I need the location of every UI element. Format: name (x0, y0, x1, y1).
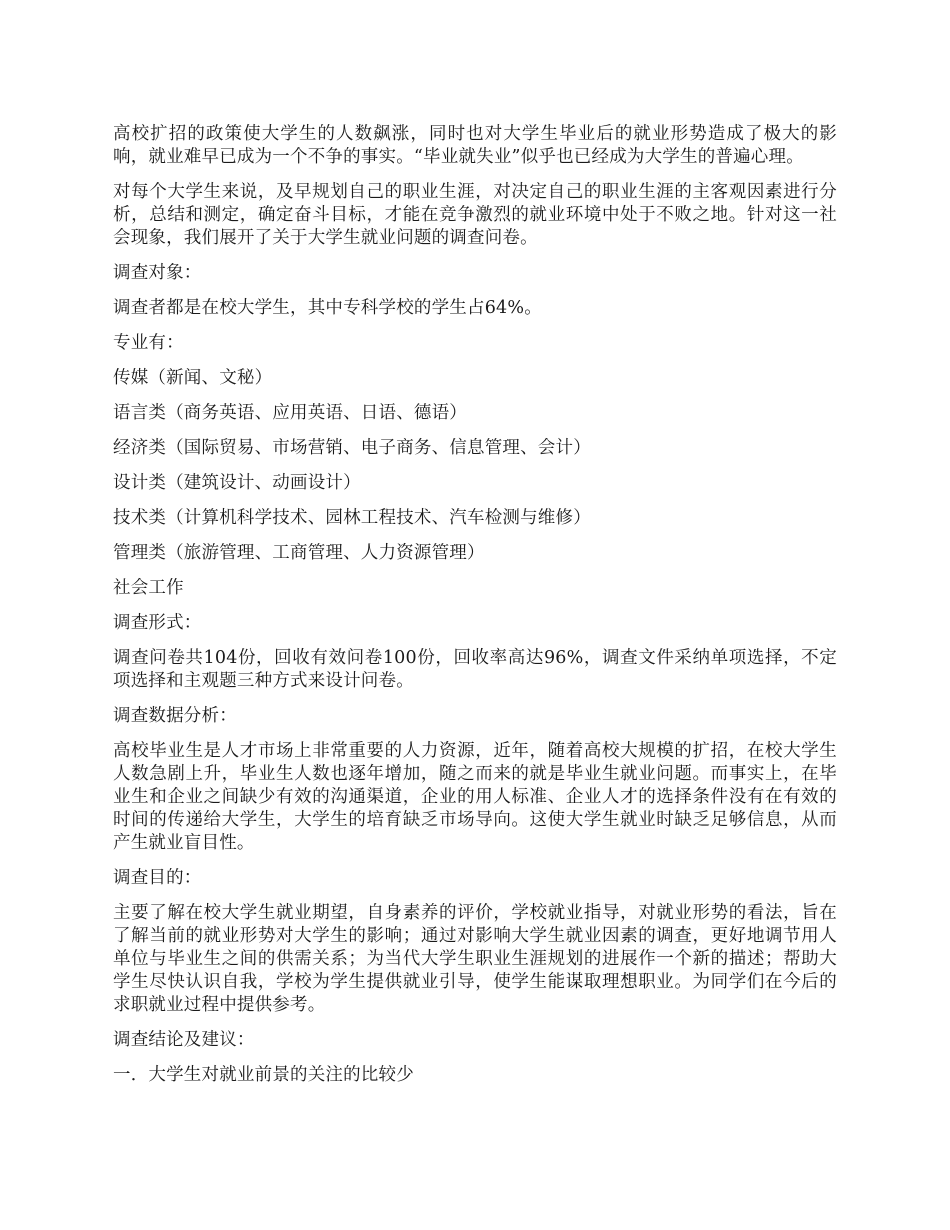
section-heading-majors: 专业有： (113, 333, 184, 353)
purpose-paragraph: 主要了解在校大学生就业期望，自身素养的评价，学校就业指导，对就业形势的看法，旨在了解当前的就业形势对大学生的影响；通过对影响大学生就业因素的调查，更好地调节用人单位与毕业生之间的供需关系；为当代大学生职业生涯规划的进展作一个新的描述；帮助大学生尽快认识自我，学校为学生提供就业引导，使学生能谋取理想职业。为同学们在今后的求职就业过程中提供参考。 (113, 903, 837, 1015)
major-item-language: 语言类（商务英语、应用英语、日语、德语） (113, 403, 467, 423)
major-item-economics: 经济类（国际贸易、市场营销、电子商务、信息管理、会计） (113, 438, 591, 458)
major-item-social-work: 社会工作 (113, 578, 184, 598)
subjects-paragraph: 调查者都是在校大学生，其中专科学校的学生占64%。 (113, 298, 542, 318)
section-heading-conclusions: 调查结论及建议： (113, 1030, 255, 1050)
intro-paragraph: 高校扩招的政策使大学生的人数飙涨，同时也对大学生毕业后的就业形势造成了极大的影响，就业难早已成为一个不争的事实。“毕业就失业”似乎也已经成为大学生的普遍心理。 (113, 124, 837, 167)
major-item-design: 设计类（建筑设计、动画设计） (113, 473, 361, 493)
section-heading-survey-subjects: 调查对象： (113, 263, 202, 283)
major-item-management: 管理类（旅游管理、工商管理、人力资源管理） (113, 543, 485, 563)
major-item-media: 传媒（新闻、文秘） (113, 368, 273, 388)
section-heading-data-analysis: 调查数据分析： (113, 706, 237, 726)
format-paragraph: 调查问卷共104份，回收有效问卷100份，回收率高达96%，调查文件采纳单项选择，不定项选择和主观题三种方式来设计问卷。 (113, 648, 837, 691)
conclusion-item-1: 一．大学生对就业前景的关注的比较少 (113, 1065, 414, 1085)
major-item-technology: 技术类（计算机科学技术、园林工程技术、汽车检测与维修） (113, 508, 591, 528)
background-paragraph: 对每个大学生来说，及早规划自己的职业生涯，对决定自己的职业生涯的主客观因素进行分析，总结和测定，确定奋斗目标，才能在竞争激烈的就业环境中处于不败之地。针对这一社会现象，我们展开了关于大学生就业问题的调查问卷。 (113, 182, 837, 248)
section-heading-survey-format: 调查形式： (113, 613, 202, 633)
analysis-paragraph: 高校毕业生是人才市场上非常重要的人力资源，近年，随着高校大规模的扩招，在校大学生人数急剧上升，毕业生人数也逐年增加，随之而来的就是毕业生就业问题。而事实上，在毕业生和企业之间缺少有效的沟通渠道，企业的用人标准、企业人才的选择条件没有在有效的时间的传递给大学生，大学生的培育缺乏市场导向。这使大学生就业时缺乏足够信息，从而产生就业盲目性。 (113, 741, 837, 853)
section-heading-survey-purpose: 调查目的： (113, 868, 202, 888)
